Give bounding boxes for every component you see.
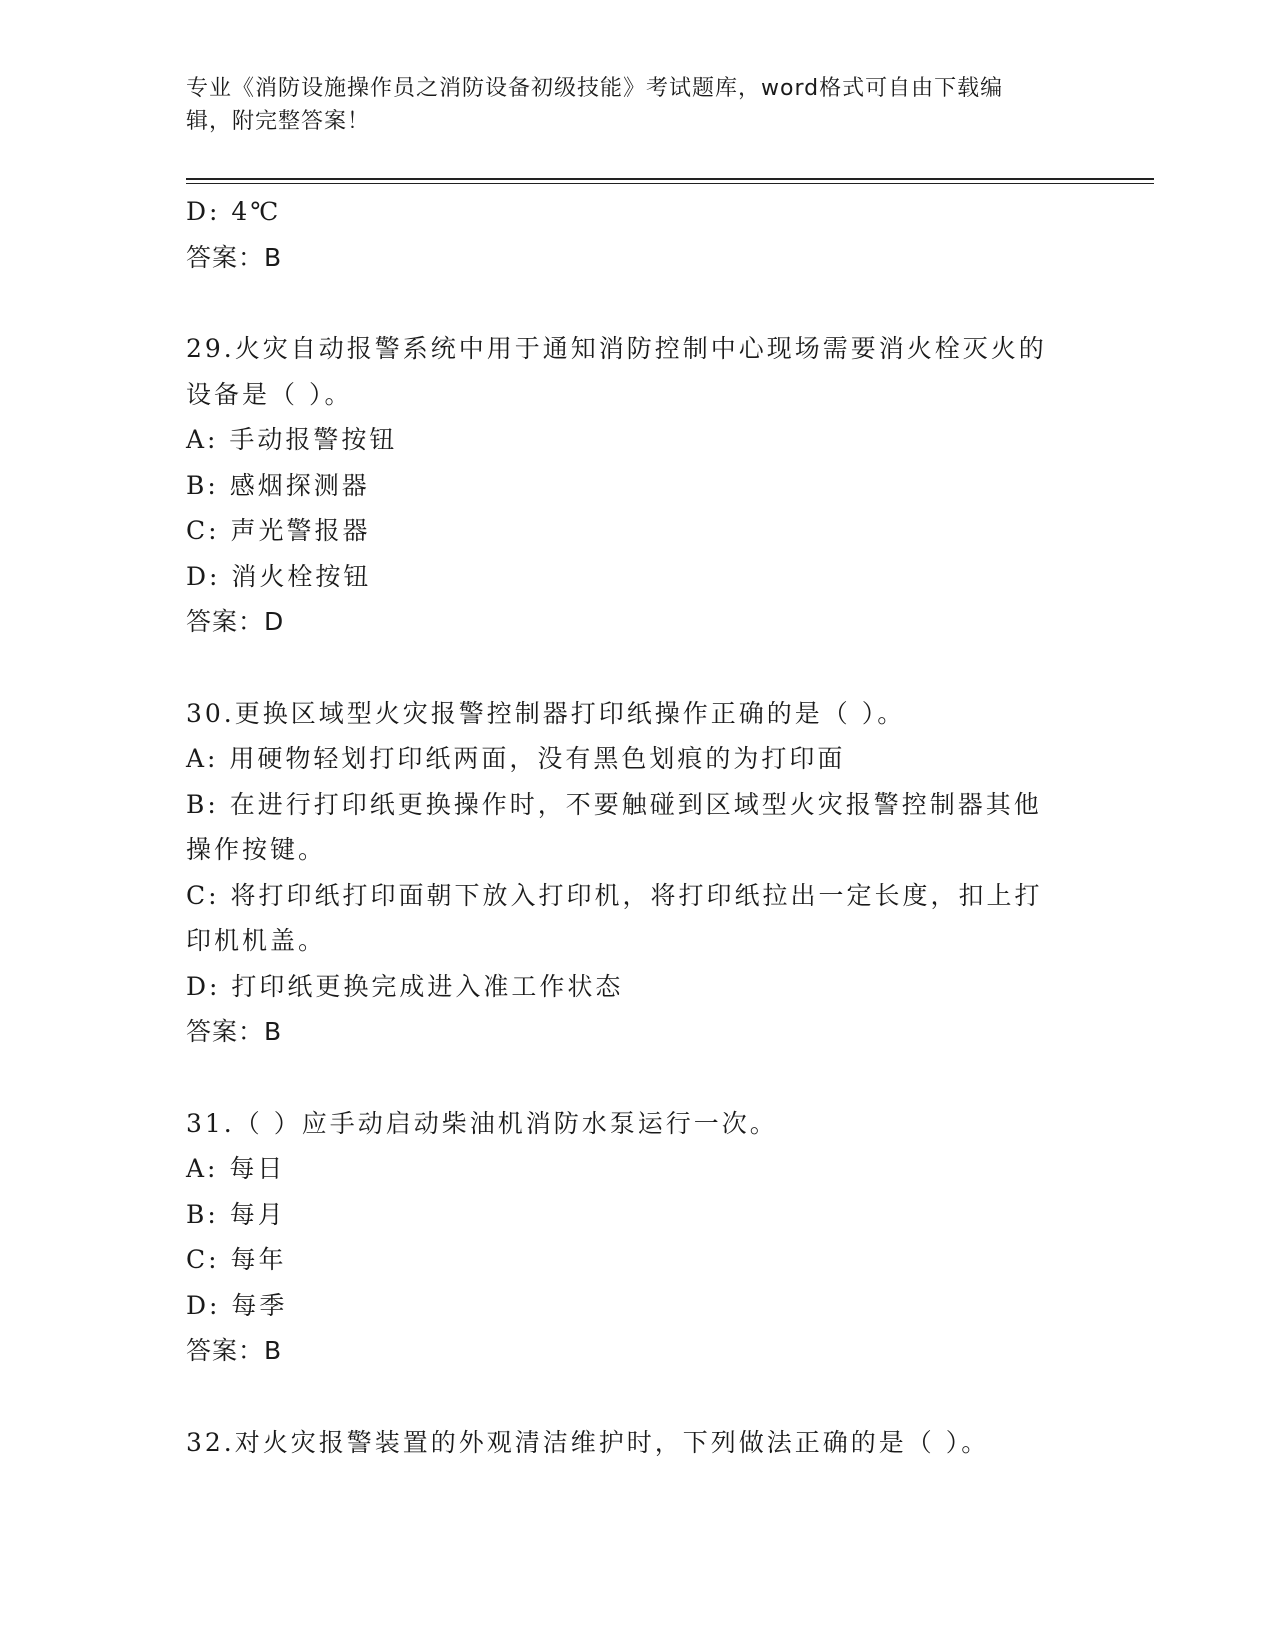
question-stem: 设备是（ ）。 (186, 379, 353, 409)
option-a: A: 手动报警按钮 (186, 425, 398, 454)
question-29 (186, 326, 1086, 645)
header-line-2: 辑，附完整答案！ (186, 109, 371, 134)
header-line-1: 专业《消防设施操作员之消防设备初级技能》考试题库，word格式可自由下载编 (186, 76, 1004, 101)
option-d: D: 每季 (186, 1290, 288, 1320)
document-header (186, 72, 1066, 138)
option-b: B: 在进行打印纸更换操作时，不要触碰到区域型火灾报警控制器其他 (186, 789, 1042, 819)
question-32 (186, 1420, 1086, 1466)
option-b: B: 每月 (186, 1199, 286, 1229)
option-c-continued: 印机机盖。 (186, 926, 327, 955)
option-b: B: 感烟探测器 (186, 470, 370, 500)
header-divider-thin (186, 183, 1154, 184)
question-stem: 30.更换区域型火灾报警控制器打印纸操作正确的是（ ）。 (186, 698, 906, 728)
option-d: D: 4℃ (186, 197, 282, 226)
option-a: A: 用硬物轻划打印纸两面，没有黑色划痕的为打印面 (186, 744, 846, 773)
option-d: D: 消火栓按钮 (186, 561, 372, 591)
answer-line: 答案：B (186, 1017, 283, 1046)
header-divider-thick (186, 178, 1154, 180)
answer-line: 答案：B (186, 1336, 283, 1365)
question-31 (186, 1101, 1086, 1374)
option-b-continued: 操作按键。 (186, 835, 327, 864)
option-a: A: 每日 (186, 1154, 286, 1183)
answer-line: 答案：D (186, 607, 285, 636)
question-stem: 31.（ ）应手动启动柴油机消防水泵运行一次。 (186, 1108, 778, 1138)
option-d: D: 打印纸更换完成进入准工作状态 (186, 971, 624, 1001)
question-30 (186, 691, 1086, 1055)
question-list (186, 189, 1086, 1465)
question-stem: 32.对火灾报警装置的外观清洁维护时，下列做法正确的是（ ）。 (186, 1427, 990, 1457)
option-c: C: 声光警报器 (186, 516, 371, 545)
answer-line: 答案：B (186, 242, 283, 272)
option-c: C: 每年 (186, 1245, 287, 1274)
question-stem: 29.火灾自动报警系统中用于通知消防控制中心现场需要消火栓灭火的 (186, 334, 1047, 363)
option-c: C: 将打印纸打印面朝下放入打印机，将打印纸拉出一定长度，扣上打 (186, 880, 1043, 910)
